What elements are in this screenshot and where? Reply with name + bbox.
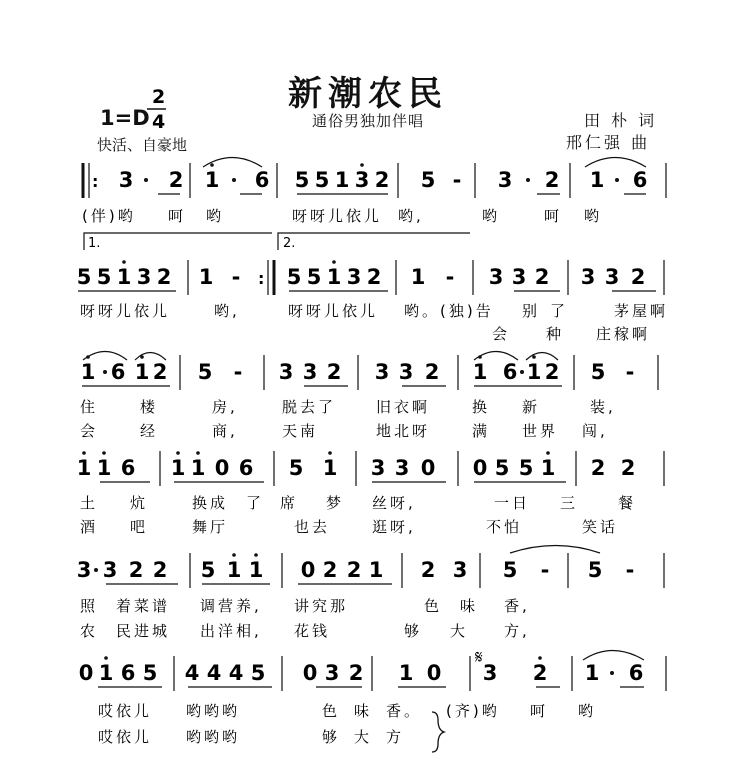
note: 5 bbox=[587, 558, 603, 582]
lyric-syllable: 世界 bbox=[522, 422, 559, 440]
lyric-syllable: 呵 bbox=[168, 207, 187, 225]
lyric-syllable: 调营养, bbox=[200, 597, 262, 615]
note: - bbox=[625, 558, 635, 582]
note: 1 bbox=[540, 456, 556, 480]
lyric-syllable: 呵 bbox=[530, 702, 549, 720]
note: 5 bbox=[250, 661, 266, 685]
lyric-syllable: 够 bbox=[322, 728, 341, 746]
lyric-syllable: 种 bbox=[546, 325, 565, 343]
note: 3 bbox=[511, 265, 527, 289]
note: - bbox=[231, 265, 241, 289]
lyric-syllable: 色 bbox=[424, 597, 443, 615]
note: 3 bbox=[394, 456, 410, 480]
note: 4 bbox=[228, 661, 244, 685]
lyric-syllable: 会 bbox=[492, 325, 511, 343]
note: - bbox=[445, 265, 455, 289]
lyric-syllable: 农 bbox=[80, 622, 99, 640]
lyric-syllable: 大 bbox=[354, 728, 373, 746]
lyric-syllable: 丝呀, bbox=[372, 494, 416, 512]
lyric-syllable: 哟 bbox=[584, 207, 603, 225]
note: 3 bbox=[302, 360, 318, 384]
lyric-syllable: 呵 bbox=[544, 207, 563, 225]
note: 3 bbox=[278, 360, 294, 384]
note: 6 bbox=[120, 661, 136, 685]
note: 3 bbox=[497, 168, 513, 192]
composer-credit: 邢仁强 曲 bbox=[566, 133, 651, 152]
augmentation-dot bbox=[94, 568, 98, 572]
note: 1 bbox=[398, 661, 414, 685]
lyric-syllable: 哟哟哟 bbox=[186, 702, 241, 720]
note: 2 bbox=[534, 265, 550, 289]
lyric-syllable: 楼 bbox=[140, 398, 159, 416]
note: - bbox=[625, 360, 635, 384]
high-octave-dot bbox=[254, 553, 258, 557]
lyric-syllable: 茅屋啊 bbox=[614, 302, 669, 320]
note: 3 bbox=[324, 661, 340, 685]
lyric-syllable: 一日 bbox=[494, 494, 531, 512]
lyric-syllable: 哟 bbox=[578, 702, 597, 720]
note: 2 bbox=[128, 558, 144, 582]
lyric-syllable: 满 bbox=[472, 422, 491, 440]
lyric-syllable: 哎依儿 bbox=[98, 728, 153, 746]
lyric-syllable: 着菜谱 bbox=[116, 597, 171, 615]
note: 1 bbox=[190, 456, 206, 480]
system-3 bbox=[82, 352, 658, 391]
note: 0 bbox=[78, 661, 94, 685]
note: 2 bbox=[152, 360, 168, 384]
note: 6 bbox=[502, 360, 518, 384]
note: - bbox=[233, 360, 243, 384]
note: 1 bbox=[226, 558, 242, 582]
note: 1 bbox=[248, 558, 264, 582]
lyric-syllable: 哎依儿 bbox=[98, 702, 153, 720]
lyric-syllable: 换成 bbox=[192, 494, 229, 512]
lyric-syllable: 哟, bbox=[398, 207, 424, 225]
note: 0 bbox=[214, 456, 230, 480]
note: 2 bbox=[152, 558, 168, 582]
note: 3 bbox=[346, 265, 362, 289]
high-octave-dot bbox=[360, 163, 364, 167]
lyric-syllable: 庄稼啊 bbox=[596, 325, 651, 343]
lyric-syllable: 闯, bbox=[582, 422, 608, 440]
lyric-syllable: 哟 bbox=[482, 207, 501, 225]
note: 1 bbox=[98, 661, 114, 685]
lyric-syllable: 脱去了 bbox=[282, 398, 337, 416]
note: 3 bbox=[136, 265, 152, 289]
note: 1 bbox=[589, 168, 605, 192]
note: 1 bbox=[76, 456, 92, 480]
lyric-syllable: 哟 bbox=[206, 207, 225, 225]
tempo-marking: 快活、自豪地 bbox=[97, 136, 188, 154]
note: 6 bbox=[120, 456, 136, 480]
augmentation-dot bbox=[520, 370, 524, 374]
note: 6 bbox=[632, 168, 648, 192]
song-title: 新潮农民 bbox=[288, 74, 448, 114]
note: 5 bbox=[288, 456, 304, 480]
note: 2 bbox=[348, 661, 364, 685]
lyric-syllable: 商, bbox=[212, 422, 238, 440]
lyric-syllable: 三 bbox=[560, 494, 579, 512]
augmentation-dot bbox=[144, 178, 148, 182]
augmentation-dot bbox=[615, 178, 619, 182]
high-octave-dot bbox=[478, 355, 482, 359]
high-octave-dot bbox=[210, 163, 214, 167]
high-octave-dot bbox=[86, 355, 90, 359]
note: 0 bbox=[426, 661, 442, 685]
note: 5 bbox=[494, 456, 510, 480]
lyric-syllable: 哟哟哟 bbox=[186, 728, 241, 746]
note: 5 bbox=[96, 265, 112, 289]
lyric-syllable: 房, bbox=[212, 398, 238, 416]
lyric-syllable: 香, bbox=[504, 597, 530, 615]
note: 2 bbox=[374, 168, 390, 192]
lyric-syllable: 餐 bbox=[618, 494, 637, 512]
note: 2 bbox=[544, 360, 560, 384]
high-octave-dot bbox=[532, 355, 536, 359]
note: 1 bbox=[472, 360, 488, 384]
note: - bbox=[452, 168, 462, 192]
lyric-syllable: 席 bbox=[280, 494, 299, 512]
lyric-syllable: 味 bbox=[354, 702, 373, 720]
lyric-syllable: 讲究那 bbox=[294, 597, 349, 615]
lyric-syllable: 新 bbox=[522, 398, 541, 416]
lyric-syllable: 梦 bbox=[326, 494, 345, 512]
lyric-syllable: (伴)哟 bbox=[82, 207, 136, 225]
lyric-syllable: 花钱 bbox=[294, 622, 331, 640]
lyric-syllable: 呀呀儿依儿 bbox=[80, 302, 171, 320]
note: 2 bbox=[630, 265, 646, 289]
note: 5 bbox=[286, 265, 302, 289]
lyric-syllable: 土 bbox=[80, 494, 99, 512]
note: 1 bbox=[368, 558, 384, 582]
song-subtitle: 通俗男独加伴唱 bbox=[312, 112, 425, 130]
note: 3 bbox=[488, 265, 504, 289]
note: 3 bbox=[482, 661, 498, 685]
svg-text::: : bbox=[92, 172, 99, 191]
volta-2-label: 2. bbox=[283, 236, 296, 251]
note: 1 bbox=[116, 265, 132, 289]
augmentation-dot bbox=[610, 671, 614, 675]
lyric-syllable: 天南 bbox=[282, 422, 319, 440]
note: 2 bbox=[322, 558, 338, 582]
note: 0 bbox=[302, 661, 318, 685]
svg-text::: : bbox=[258, 269, 265, 288]
note: 4 bbox=[184, 661, 200, 685]
lyric-syllable: 香。 bbox=[386, 702, 423, 720]
lyric-syllable: 了 bbox=[550, 302, 569, 320]
note: 6 bbox=[628, 661, 644, 685]
segno-sign: 𝄋 bbox=[475, 647, 483, 668]
high-octave-dot bbox=[546, 451, 550, 455]
note: 4 bbox=[206, 661, 222, 685]
lyric-syllable: 换 bbox=[472, 398, 491, 416]
system-5 bbox=[106, 546, 664, 589]
lyric-syllable: 旧衣啊 bbox=[376, 398, 431, 416]
note: 5 bbox=[200, 558, 216, 582]
lyric-syllable: 味 bbox=[460, 597, 479, 615]
high-octave-dot bbox=[332, 260, 336, 264]
note: 1 bbox=[584, 661, 600, 685]
note: 1 bbox=[334, 168, 350, 192]
note: 1 bbox=[170, 456, 186, 480]
note: 3 bbox=[398, 360, 414, 384]
note: 2 bbox=[420, 558, 436, 582]
note: 2 bbox=[366, 265, 382, 289]
lyric-syllable: 笑话 bbox=[582, 518, 619, 536]
note: 1 bbox=[326, 265, 342, 289]
lyric-syllable: 够 bbox=[404, 622, 423, 640]
high-octave-dot bbox=[538, 656, 542, 660]
note: 5 bbox=[502, 558, 518, 582]
note: 0 bbox=[300, 558, 316, 582]
augmentation-dot bbox=[232, 178, 236, 182]
note: 5 bbox=[306, 265, 322, 289]
high-octave-dot bbox=[140, 355, 144, 359]
note: 3 bbox=[604, 265, 620, 289]
lyric-syllable: 舞厅 bbox=[192, 518, 229, 536]
note: 3 bbox=[374, 360, 390, 384]
note: 1 bbox=[204, 168, 220, 192]
lyric-syllable: 呀呀儿依儿 bbox=[292, 207, 383, 225]
note: 1 bbox=[322, 456, 338, 480]
lyric-syllable: 炕 bbox=[130, 494, 149, 512]
note: 3 bbox=[354, 168, 370, 192]
note: 3 bbox=[118, 168, 134, 192]
lyric-syllable: 哟, bbox=[214, 302, 240, 320]
note: 6 bbox=[238, 456, 254, 480]
high-octave-dot bbox=[122, 260, 126, 264]
lyric-syllable: 也去 bbox=[294, 518, 331, 536]
note: 2 bbox=[590, 456, 606, 480]
note: 0 bbox=[472, 456, 488, 480]
note: 5 bbox=[590, 360, 606, 384]
lyric-syllable: (齐)哟 bbox=[446, 702, 500, 720]
high-octave-dot bbox=[328, 451, 332, 455]
lyric-syllable: 照 bbox=[80, 597, 99, 615]
augmentation-dot bbox=[526, 178, 530, 182]
time-signature-top: 2 bbox=[152, 86, 166, 108]
high-octave-dot bbox=[102, 451, 106, 455]
note: 1 bbox=[134, 360, 150, 384]
key-signature: 1=D bbox=[100, 106, 150, 130]
note: 5 bbox=[76, 265, 92, 289]
lyric-syllable: 哟。(独)告 bbox=[404, 302, 494, 320]
note: 1 bbox=[80, 360, 96, 384]
augmentation-dot bbox=[103, 370, 107, 374]
volta-1-label: 1. bbox=[88, 236, 101, 251]
lyric-syllable: 民进城 bbox=[116, 622, 171, 640]
lyric-syllable: 方 bbox=[386, 728, 405, 746]
note: 5 bbox=[142, 661, 158, 685]
lyric-syllable: 经 bbox=[140, 422, 159, 440]
note: 3 bbox=[102, 558, 118, 582]
note: 2 bbox=[424, 360, 440, 384]
lyric-syllable: 了 bbox=[246, 494, 265, 512]
high-octave-dot bbox=[104, 656, 108, 660]
note: 3 bbox=[452, 558, 468, 582]
system-6 bbox=[98, 647, 666, 752]
lyric-syllable: 会 bbox=[80, 422, 99, 440]
note: 5 bbox=[197, 360, 213, 384]
note: 5 bbox=[420, 168, 436, 192]
lyric-syllable: 别 bbox=[522, 302, 541, 320]
high-octave-dot bbox=[196, 451, 200, 455]
note: 1 bbox=[96, 456, 112, 480]
note: 2 bbox=[168, 168, 184, 192]
note: 2 bbox=[326, 360, 342, 384]
note: 1 bbox=[526, 360, 542, 384]
lyric-syllable: 色 bbox=[322, 702, 341, 720]
note: 3 bbox=[76, 558, 92, 582]
time-signature-bottom: 4 bbox=[152, 111, 166, 133]
lyric-syllable: 出洋相, bbox=[200, 622, 262, 640]
note: 0 bbox=[420, 456, 436, 480]
note: 2 bbox=[620, 456, 636, 480]
lyric-syllable: 大 bbox=[450, 622, 469, 640]
lyric-syllable: 装, bbox=[590, 398, 616, 416]
note: 3 bbox=[580, 265, 596, 289]
high-octave-dot bbox=[82, 451, 86, 455]
lyric-syllable: 方, bbox=[504, 622, 530, 640]
high-octave-dot bbox=[176, 451, 180, 455]
note: - bbox=[540, 558, 550, 582]
note: 3 bbox=[370, 456, 386, 480]
lyric-syllable: 不怕 bbox=[486, 518, 523, 536]
note: 2 bbox=[532, 661, 548, 685]
note: 5 bbox=[518, 456, 534, 480]
lyric-syllable: 地北呀 bbox=[376, 422, 431, 440]
lyric-syllable: 呀呀儿依儿 bbox=[288, 302, 379, 320]
high-octave-dot bbox=[232, 553, 236, 557]
note: 2 bbox=[346, 558, 362, 582]
note: 2 bbox=[156, 265, 172, 289]
note: 6 bbox=[254, 168, 270, 192]
lyricist-credit: 田 朴 词 bbox=[584, 111, 658, 130]
lyric-syllable: 酒 bbox=[80, 518, 99, 536]
note: 6 bbox=[110, 360, 126, 384]
lyric-syllable: 吧 bbox=[130, 518, 149, 536]
note: 5 bbox=[294, 168, 310, 192]
note: 5 bbox=[314, 168, 330, 192]
note: 1 bbox=[410, 265, 426, 289]
lyric-syllable: 逛呀, bbox=[372, 518, 416, 536]
note: 1 bbox=[198, 265, 214, 289]
lyric-syllable: 住 bbox=[80, 398, 99, 416]
note: 2 bbox=[544, 168, 560, 192]
